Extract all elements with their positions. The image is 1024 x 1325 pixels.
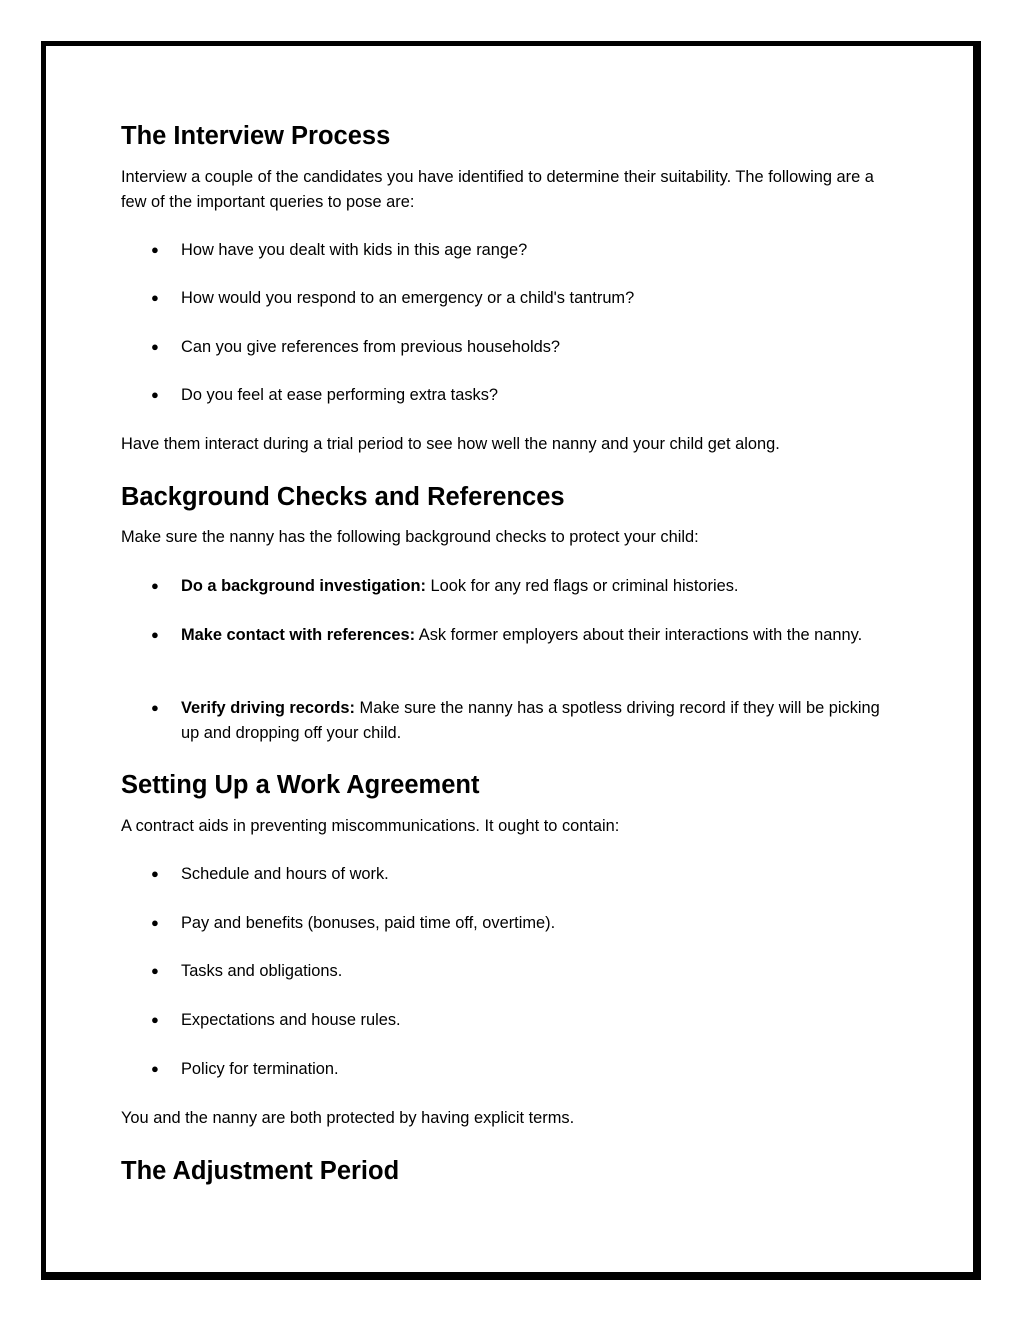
bullet-icon: ●	[151, 578, 159, 593]
paragraph-interview-intro: Interview a couple of the candidates you have identified to determine their suitability. The following are a few of the important queries to pose are:	[121, 168, 874, 211]
list-item-title: Do a background investigation:	[181, 577, 426, 595]
list-item-text	[181, 574, 881, 599]
list-item	[151, 911, 881, 936]
list-item	[151, 1008, 881, 1033]
heading-work-agreement: Setting Up a Work Agreement	[121, 771, 480, 799]
list-item	[151, 696, 881, 745]
list-item-title: Verify driving records:	[181, 699, 355, 717]
list-item	[151, 959, 881, 984]
list-item	[151, 238, 881, 263]
bullet-icon: ●	[151, 963, 159, 978]
list-item-text: How have you dealt with kids in this age range?	[181, 241, 528, 259]
list-item-text	[181, 623, 881, 648]
list-item-text: Schedule and hours of work.	[181, 865, 389, 883]
list-item-text: Do you feel at ease performing extra tasks?	[181, 386, 499, 404]
bullet-icon: ●	[151, 700, 159, 715]
list-item-text: Tasks and obligations.	[181, 962, 343, 980]
paragraph-interview-outro: Have them interact during a trial period to see how well the nanny and your child get along.	[121, 435, 780, 453]
list-item	[151, 286, 881, 311]
bullet-icon: ●	[151, 242, 159, 257]
paragraph-background-intro: Make sure the nanny has the following background checks to protect your child:	[121, 528, 699, 546]
list-item-text: Pay and benefits (bonuses, paid time off, overtime).	[181, 914, 556, 932]
list-item-text	[181, 696, 881, 745]
list-item-text: Can you give references from previous households?	[181, 338, 561, 356]
list-item	[151, 1057, 881, 1082]
list-item	[151, 623, 881, 648]
heading-background-checks: Background Checks and References	[121, 483, 565, 511]
list-item-title: Make contact with references:	[181, 626, 416, 644]
list-item-text: Policy for termination.	[181, 1060, 339, 1078]
bullet-icon: ●	[151, 387, 159, 402]
bullet-icon: ●	[151, 627, 159, 642]
paragraph-agreement-intro: A contract aids in preventing miscommunications. It ought to contain:	[121, 817, 620, 835]
heading-interview-process: The Interview Process	[121, 122, 391, 150]
bullet-icon: ●	[151, 339, 159, 354]
list-item-description: Ask former employers about their interactions with the nanny.	[418, 626, 863, 644]
list-item	[151, 383, 881, 408]
list-item-description: Make sure the nanny has a spotless driving record if they will be picking up and dropping off your child.	[181, 699, 880, 742]
page-border	[41, 41, 981, 1280]
bullet-icon: ●	[151, 915, 159, 930]
list-item-description: Look for any red flags or criminal histories.	[430, 577, 739, 595]
heading-adjustment-period: The Adjustment Period	[121, 1157, 400, 1185]
bullet-icon: ●	[151, 290, 159, 305]
list-item-text: How would you respond to an emergency or a child's tantrum?	[181, 289, 635, 307]
list-item	[151, 862, 881, 887]
bullet-icon: ●	[151, 1012, 159, 1027]
paragraph-agreement-outro: You and the nanny are both protected by having explicit terms.	[121, 1109, 575, 1127]
list-item	[151, 335, 881, 360]
list-item	[151, 574, 881, 599]
list-item-text: Expectations and house rules.	[181, 1011, 401, 1029]
bullet-icon: ●	[151, 866, 159, 881]
bullet-icon: ●	[151, 1061, 159, 1076]
